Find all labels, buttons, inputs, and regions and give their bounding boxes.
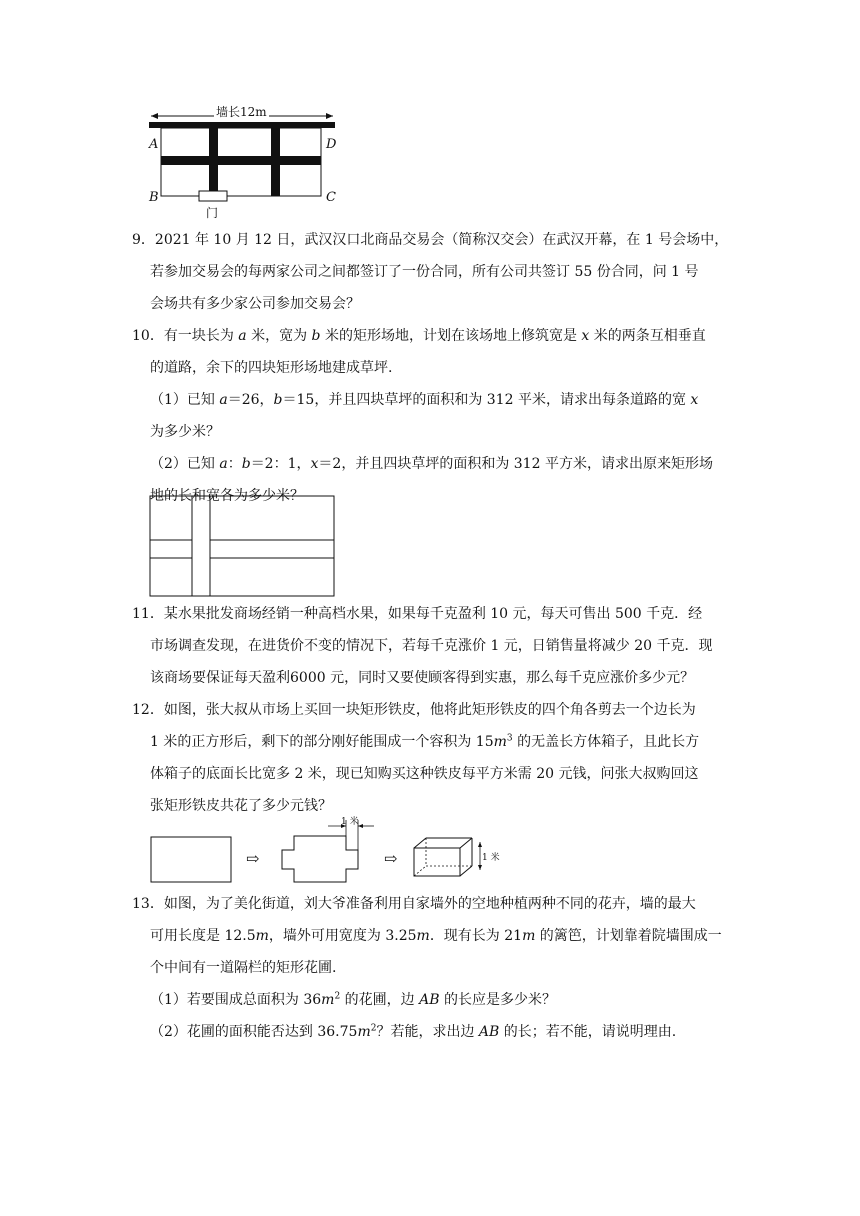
door-label: 门	[206, 206, 219, 220]
q12-line2: 1 米的正方形后，剩下的部分刚好能围成一个容积为 $15m^3$ 的无盖长方体箱子，且此长方	[150, 733, 700, 750]
q12-line3: 体箱子的底面长比宽多 2 米，现已知购买这种铁皮每平方米需 20 元钱，问张大叔购回这	[150, 766, 699, 782]
corner-d-label: D	[326, 137, 337, 152]
arrow-icon: ⇨	[384, 849, 398, 868]
corner-a-label: A	[149, 137, 159, 152]
q12-line4: 张矩形铁皮共花了多少元钱？	[150, 798, 332, 814]
q11-line3: 该商场要保证每天盈利6000 元，同时又要使顾客得到实惠，那么每千克应涨价多少元？	[150, 670, 695, 686]
q13-part2: （2）花圃的面积能否达到 $36.75m^2$？若能，求出边 AB 的长；若不能，请说明理由.	[150, 1023, 677, 1040]
q11-line1: 11．某水果批发商场经销一种高档水果，如果每千克盈利 10 元，每天可售出 500 千克．经	[132, 606, 703, 622]
rectangle-roads-figure	[148, 494, 338, 598]
corner-c-label: C	[326, 190, 336, 205]
q9-line1: 9．2021 年 10 月 12 日，武汉汉口北商品交易会（简称汉交会）在武汉开幕，在 1 号会场中，	[132, 232, 729, 248]
q10-line1: 10．有一块长为 a 米，宽为 b 米的矩形场地，计划在该场地上修筑宽是 x 米的两条互相垂直	[132, 328, 706, 344]
q9-line2: 若参加交易会的每两家公司之间都签订了一份合同，所有公司共签订 55 份合同，问 1 号	[150, 264, 699, 280]
box-height-label: 1 米	[482, 853, 500, 863]
arrow-icon: ⇨	[246, 849, 260, 868]
cut-size-label: 1 米	[341, 817, 359, 827]
q10-line2: 的道路，余下的四块矩形场地建成草坪.	[150, 360, 393, 376]
q12-line1: 12．如图，张大叔从市场上买回一块矩形铁皮，他将此矩形铁皮的四个角各剪去一个边长为	[132, 702, 696, 718]
q9-line3: 会场共有多少家公司参加交易会？	[150, 296, 360, 312]
q10-part1-line2: 为多少米？	[150, 424, 220, 440]
open-box-figure	[410, 834, 490, 884]
q13-line3: 个中间有一道隔栏的矩形花圃.	[150, 960, 337, 976]
corner-b-label: B	[149, 190, 159, 205]
q10-part2-line2: 地的长和宽各为多少米？	[150, 488, 304, 504]
wall-length-label: 墙长12m	[216, 105, 267, 119]
sheet-metal-rectangle	[150, 836, 234, 884]
cut-corners-sheet	[276, 814, 376, 888]
q13-part1: （1）若要围成总面积为 $36m^2$ 的花圃，边 AB 的长应是多少米？	[150, 991, 556, 1008]
q10-part2-line1: （2）已知 a：b＝2：1，x＝2，并且四块草坪的面积和为 312 平方米，请求出原来矩形场	[150, 456, 713, 472]
q10-part1-line1: （1）已知 a＝26，b＝15，并且四块草坪的面积和为 312 平米，请求出每条道路的宽 x	[150, 392, 699, 408]
q13-line1: 13．如图，为了美化街道，刘大爷准备利用自家墙外的空地种植两种不同的花卉，墙的最大	[132, 896, 696, 912]
q13-line2: 可用长度是 12.5m，墙外可用宽度为 3.25m．现有长为 21m 的篱笆，计划靠着院墙围成一	[150, 928, 722, 944]
q11-line2: 市场调查发现，在进货价不变的情况下，若每千克涨价 1 元，日销售量将减少 20 千克．现	[150, 638, 713, 654]
